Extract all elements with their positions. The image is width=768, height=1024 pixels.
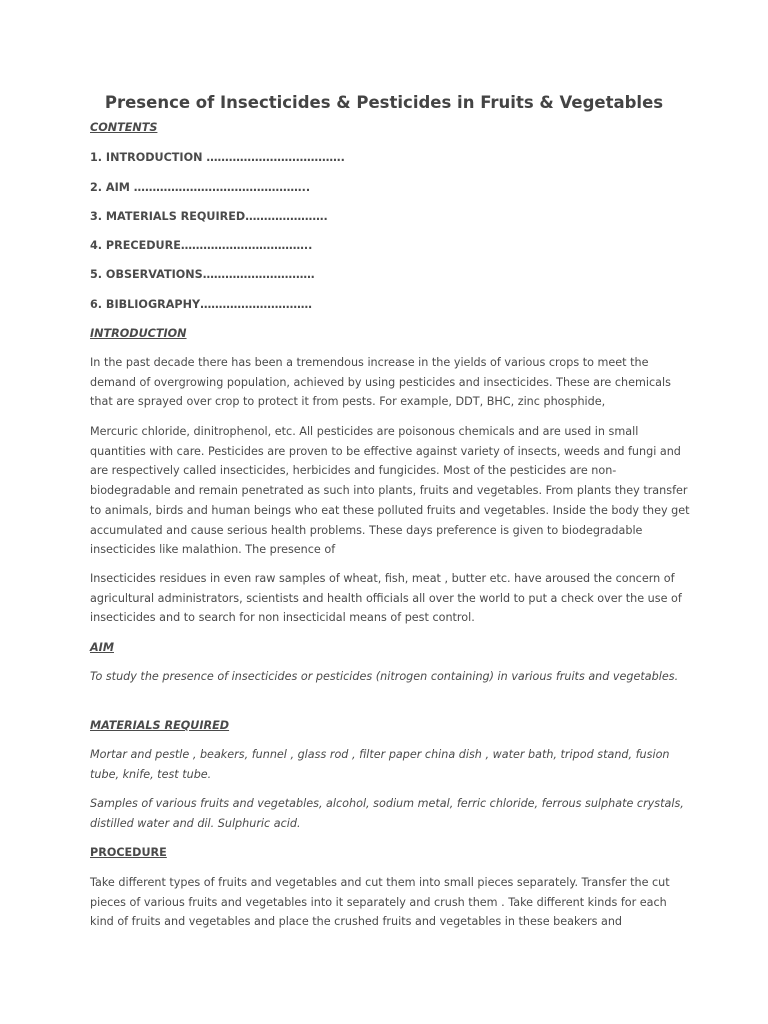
introduction-paragraph-1: In the past decade there has been a tremendous increase in the yields of various crops to meet the demand of overgrowing population, achieved by using pesticides and insecticides. These are chemicals that are sprayed over crop to protect it from pests. For example, DDT, BHC, zinc phosphide, <box>90 356 671 409</box>
introduction-heading: INTRODUCTION <box>90 327 187 340</box>
aim-heading: AIM <box>90 641 114 654</box>
materials-paragraph-1: Mortar and pestle , beakers, funnel , glass rod , filter paper china dish , water bath, tripod stand, fusion tube, knife, test tube. <box>90 748 670 781</box>
aim-text: To study the presence of insecticides or pesticides (nitrogen containing) in various fruits and vegetables. <box>90 670 679 683</box>
materials-heading: MATERIALS REQUIRED <box>90 719 230 732</box>
introduction-paragraph-2: Mercuric chloride, dinitrophenol, etc. All pesticides are poisonous chemicals and are used in small quantities with care. Pesticides are proven to be effective against variety of insects, weeds and fungi and are respectively called insecticides, herbicides and fungicides. Most of the pesticides are non-biodegradable and remain penetrated as such into plants, fruits and vegetables. From plants they transfer to animals, birds and human beings who eat these polluted fruits and vegetables. Inside the body they get accumulated and cause serious health problems. These days preference is given to biodegradable insecticides like malathion. The presence of <box>90 425 690 557</box>
toc-item-materials: 3. MATERIALS REQUIRED…………………. <box>90 210 328 223</box>
procedure-heading: PROCEDURE <box>90 846 167 859</box>
introduction-paragraph-3: Insecticides residues in even raw samples of wheat, fish, meat , butter etc. have aroused the concern of agricultural administrators, scientists and health officials all over the world to put a check over the use of insecticides and to search for non insecticidal means of pest control. <box>90 572 682 625</box>
toc-item-introduction: 1. INTRODUCTION ………………………………. <box>90 151 345 164</box>
contents-heading: CONTENTS <box>90 121 158 134</box>
toc-item-procedure: 4. PRECEDURE…………………………….. <box>90 239 313 252</box>
toc-item-aim: 2. AIM ……………………………………….. <box>90 181 311 194</box>
materials-paragraph-2: Samples of various fruits and vegetables, alcohol, sodium metal, ferric chloride, ferrous sulphate crystals, distilled water and dil. Sulphuric acid. <box>90 797 684 830</box>
document-title: Presence of Insecticides & Pesticides in Fruits & Vegetables <box>104 93 664 112</box>
toc-item-bibliography: 6. BIBLIOGRAPHY………………………… <box>90 298 312 311</box>
procedure-text: Take different types of fruits and vegetables and cut them into small pieces separately. Transfer the cut pieces of various fruits and vegetables into it separately and crush them . Take different kinds for each kind of fruits and vegetables and place the crushed fruits and vegetables in these beakers and <box>90 876 670 929</box>
toc-item-observations: 5. OBSERVATIONS………………………… <box>90 268 315 281</box>
